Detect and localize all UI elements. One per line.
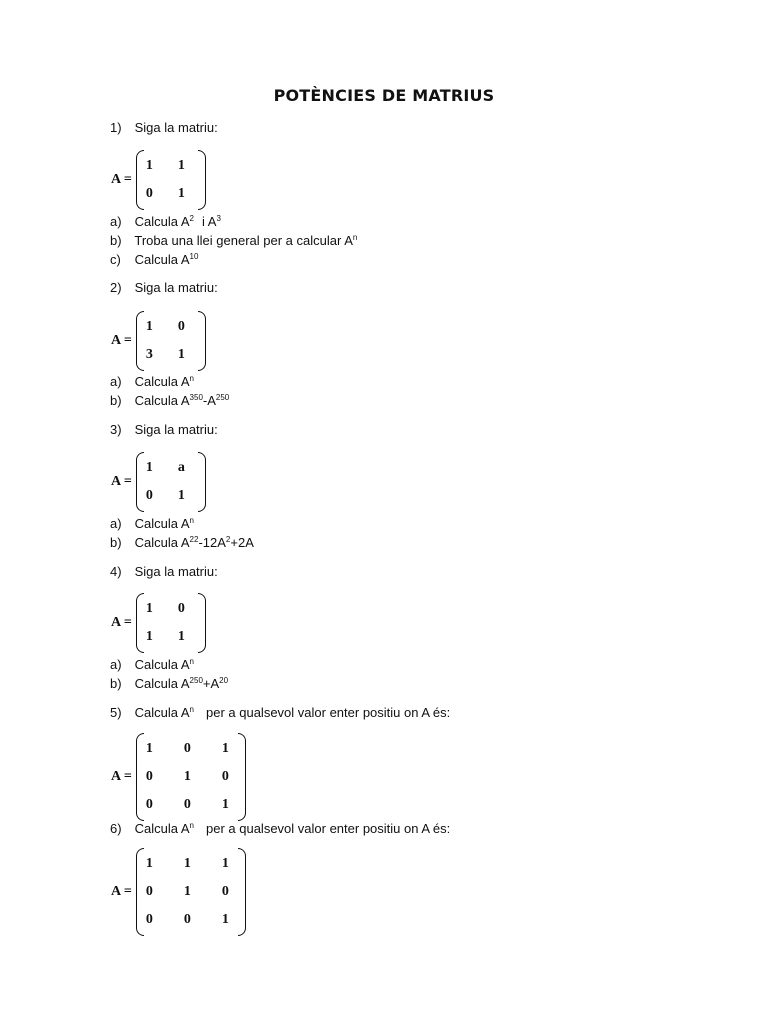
right-parenthesis	[198, 452, 206, 512]
problem-2-matrix	[111, 311, 206, 371]
problem-4-matrix	[111, 593, 206, 653]
item-label: a)	[110, 516, 122, 531]
exponent: 3	[216, 214, 221, 223]
item-text: Troba una llei general per a calcular A	[134, 233, 353, 248]
exponent: 2	[225, 535, 231, 544]
problem-2-item-a	[110, 374, 194, 389]
exponent: 250	[189, 676, 203, 685]
problem-number: 4)	[110, 564, 122, 579]
problem-heading-text: Calcula A	[134, 705, 190, 720]
matrix-cell: 0	[183, 741, 191, 756]
problem-heading-text: Siga la matriu:	[134, 120, 218, 135]
problem-heading-text: Calcula A	[134, 821, 190, 836]
right-parenthesis	[198, 311, 206, 371]
right-parenthesis	[238, 733, 246, 821]
problem-1-item-b	[110, 233, 357, 248]
exponent: n	[189, 657, 194, 666]
item-label: b)	[110, 535, 122, 550]
matrix-cell: 1	[221, 797, 229, 812]
matrix-equals-label: A =	[111, 884, 132, 899]
left-parenthesis	[136, 733, 144, 821]
matrix-cell: 1	[177, 629, 185, 644]
problem-4-item-a	[110, 657, 194, 672]
exponent: 350	[189, 393, 203, 402]
item-label: a)	[110, 657, 122, 672]
matrix-body	[136, 311, 206, 371]
problem-2-heading	[110, 280, 218, 295]
problem-6-matrix	[111, 848, 246, 936]
matrix-cell: 1	[183, 769, 191, 784]
item-text: Calcula A	[134, 252, 190, 267]
problem-3-item-b	[110, 535, 254, 550]
matrix-body	[136, 150, 206, 210]
matrix-cell: 0	[183, 797, 191, 812]
problem-heading-text-2: per a qualsevol valor enter positiu on A és:	[206, 705, 451, 720]
matrix-cell: 1	[221, 741, 229, 756]
item-text-2: i A	[202, 214, 217, 229]
matrix-cell: 0	[145, 769, 153, 784]
exponent: n	[189, 516, 194, 525]
matrix-cell: 3	[145, 347, 153, 362]
matrix-cell: 1	[145, 601, 153, 616]
item-text-2: -12A	[198, 535, 226, 550]
matrix-cell: 0	[145, 488, 153, 503]
item-text-2: +A	[202, 676, 220, 691]
exponent: n	[189, 705, 194, 714]
problem-1-item-a	[110, 214, 221, 229]
matrix-equals-label: A =	[111, 333, 132, 348]
problem-3-item-a	[110, 516, 194, 531]
matrix-cell: 1	[177, 347, 185, 362]
item-text: Calcula A	[134, 516, 190, 531]
problem-2-item-b	[110, 393, 229, 408]
matrix-cell: 1	[183, 856, 191, 871]
matrix-cell: 0	[183, 912, 191, 927]
exponent: 250	[215, 393, 230, 402]
problem-number: 3)	[110, 422, 122, 437]
matrix-equals-label: A =	[111, 769, 132, 784]
item-label: b)	[110, 393, 122, 408]
matrix-body	[136, 452, 206, 512]
matrix-body	[136, 593, 206, 653]
matrix-cell: 0	[221, 884, 229, 899]
exponent: 22	[189, 535, 199, 544]
matrix-equals-label: A =	[111, 474, 132, 489]
matrix-cell: 1	[145, 319, 153, 334]
problem-number: 6)	[110, 821, 122, 836]
left-parenthesis	[136, 311, 144, 371]
exponent: n	[189, 374, 194, 383]
exponent: n	[352, 233, 358, 242]
item-text-2: -A	[202, 393, 216, 408]
matrix-cell: 1	[183, 884, 191, 899]
matrix-cell: 1	[145, 158, 153, 173]
problem-4-item-b	[110, 676, 228, 691]
item-label: a)	[110, 374, 122, 389]
item-text: Calcula A	[134, 535, 190, 550]
matrix-equals-label: A =	[111, 615, 132, 630]
problem-5-matrix	[111, 733, 246, 821]
matrix-cell: 0	[221, 769, 229, 784]
item-label: c)	[110, 252, 121, 267]
left-parenthesis	[136, 150, 144, 210]
exponent: n	[189, 821, 194, 830]
matrix-cell: 1	[221, 856, 229, 871]
right-parenthesis	[198, 593, 206, 653]
item-text: Calcula A	[134, 214, 190, 229]
problem-1-matrix	[111, 150, 206, 210]
problem-heading-text: Siga la matriu:	[134, 422, 218, 437]
item-label: a)	[110, 214, 122, 229]
matrix-cell: 1	[177, 488, 185, 503]
matrix-cell: 0	[177, 601, 185, 616]
problem-heading-text: Siga la matriu:	[134, 280, 218, 295]
matrix-body	[136, 848, 246, 936]
problem-4-heading	[110, 564, 218, 579]
problem-number: 5)	[110, 705, 122, 720]
problem-3-heading	[110, 422, 218, 437]
matrix-cell: 1	[145, 629, 153, 644]
item-text: Calcula A	[134, 676, 190, 691]
item-label: b)	[110, 676, 122, 691]
matrix-cell: 0	[145, 186, 153, 201]
matrix-cell: 1	[145, 460, 153, 475]
matrix-cell: 0	[177, 319, 185, 334]
left-parenthesis	[136, 848, 144, 936]
problem-number: 2)	[110, 280, 122, 295]
problem-3-matrix	[111, 452, 206, 512]
problem-1-heading	[110, 120, 218, 135]
left-parenthesis	[136, 452, 144, 512]
problem-1-item-c	[110, 252, 198, 267]
matrix-cell: 1	[177, 158, 185, 173]
problem-5-heading	[110, 705, 450, 720]
matrix-cell: 1	[221, 912, 229, 927]
right-parenthesis	[198, 150, 206, 210]
matrix-cell: a	[177, 460, 185, 475]
item-text: Calcula A	[134, 374, 190, 389]
exponent: 10	[189, 252, 199, 261]
matrix-body	[136, 733, 246, 821]
problem-6-heading	[110, 821, 450, 836]
matrix-cell: 0	[145, 797, 153, 812]
right-parenthesis	[238, 848, 246, 936]
problem-heading-text-2: per a qualsevol valor enter positiu on A és:	[206, 821, 451, 836]
matrix-cell: 1	[145, 741, 153, 756]
item-text: Calcula A	[134, 393, 190, 408]
matrix-cell: 1	[145, 856, 153, 871]
matrix-cell: 0	[145, 912, 153, 927]
page-title: POTÈNCIES DE MATRIUS	[273, 86, 495, 105]
exponent: 20	[219, 676, 229, 685]
exponent: 2	[189, 214, 194, 223]
problem-number: 1)	[110, 120, 122, 135]
item-text: Calcula A	[134, 657, 190, 672]
item-text-3: +2A	[230, 535, 254, 550]
matrix-cell: 1	[177, 186, 185, 201]
item-label: b)	[110, 233, 122, 248]
problem-heading-text: Siga la matriu:	[134, 564, 218, 579]
matrix-equals-label: A =	[111, 172, 132, 187]
left-parenthesis	[136, 593, 144, 653]
matrix-cell: 0	[145, 884, 153, 899]
